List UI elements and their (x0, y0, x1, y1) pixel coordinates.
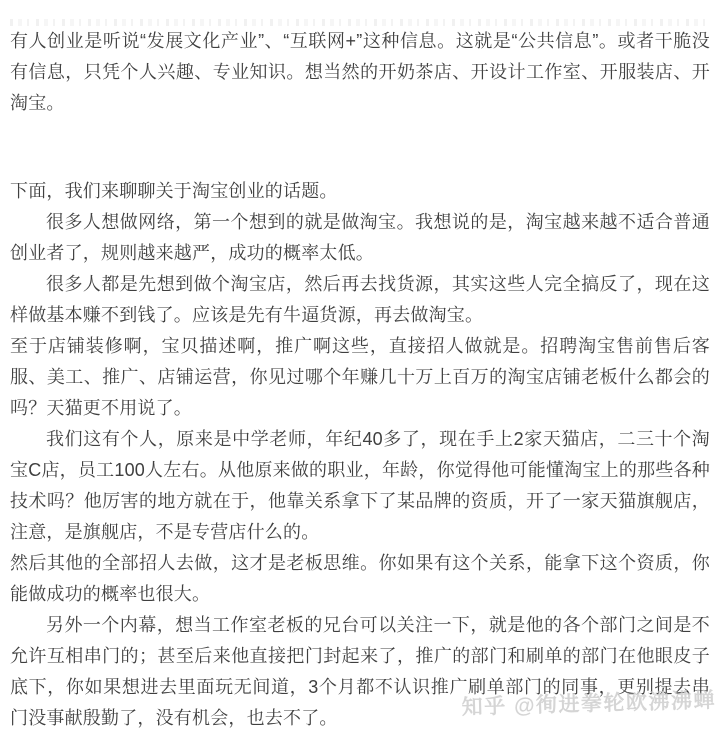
paragraph: 然后其他的全部招人去做，这才是老板思维。你如果有这个关系，能拿下这个资质，你能做成功的概率也很大。 (10, 553, 710, 604)
paragraph: 另外一个内幕，想当工作室老板的兄台可以关注一下，就是他的各个部门之间是不允许互相串门的；甚至后来他直接把门封起来了，推广的部门和刷单的部门在他眼皮子底下，你如果想进去里面玩无间道，3个月都不认识推广刷单部门的同事，更别提去串门没事献殷勤了，没有机会，也去不了。 (10, 615, 710, 728)
zhihu-watermark: 知乎 @徇进拳轮欧沸沸蝉 (461, 689, 716, 720)
paragraph: 很多人都是先想到做个淘宝店，然后再去找货源，其实这些人完全搞反了，现在这样做基本赚不到钱了。应该是先有牛逼货源，再去做淘宝。 (10, 274, 710, 325)
paragraph: 我们这有个人，原来是中学老师，年纪40多了，现在手上2家天猫店，二三十个淘宝C店，员工100人左右。从他原来做的职业，年龄，你觉得他可能懂淘宝上的那些各种技术吗？他厉害的地方就在于，他靠关系拿下了某品牌的资质，开了一家天猫旗舰店，注意，是旗舰店，不是专营店什么的。 (10, 429, 710, 542)
paragraph: 至于店铺装修啊，宝贝描述啊，推广啊这些，直接招人做就是。招聘淘宝售前售后客服、美工、推广、店铺运营，你见过哪个年赚几十万上百万的淘宝店铺老板什么都会的吗？天猫更不用说了。 (10, 336, 710, 418)
paragraph: 很多人想做网络，第一个想到的就是做淘宝。我想说的是，淘宝越来越不适合普通创业者了，规则越来越严，成功的概率太低。 (10, 212, 710, 263)
paragraph: 有人创业是听说“发展文化产业”、“互联网+”这种信息。这就是“公共信息”。或者干脆没有信息，只凭个人兴趣、专业知识。想当然的开奶茶店、开设计工作室、开服装店、开淘宝。 (10, 31, 710, 113)
paragraph: 下面，我们来聊聊关于淘宝创业的话题。 (10, 181, 338, 201)
